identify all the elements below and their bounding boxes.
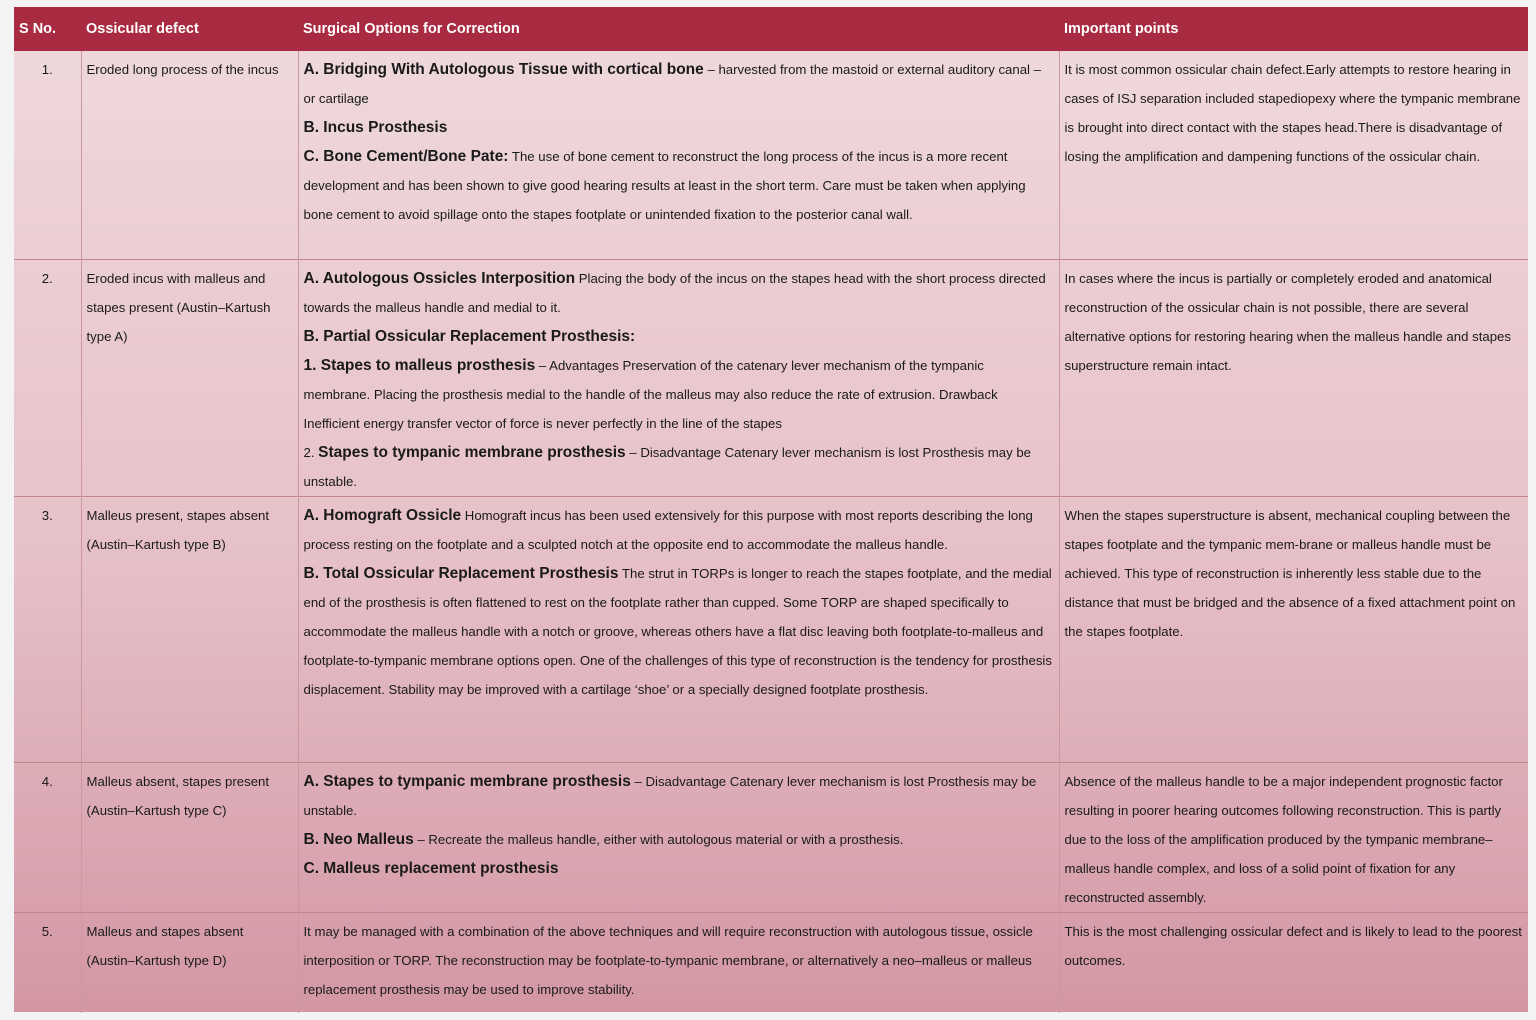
option-item xyxy=(304,322,1054,351)
options-cell xyxy=(298,763,1059,913)
option-item xyxy=(304,767,1054,825)
option-text: Placing the body of the incus on the stapes head with the short process directed towards the malleus handle and medial to it. xyxy=(303,271,1046,315)
option-label: Stapes to tympanic membrane prosthesis xyxy=(318,444,626,461)
defect-cell: Malleus absent, stapes present (Austin–Kartush type C) xyxy=(81,763,298,913)
options-cell xyxy=(298,497,1059,763)
option-text: The use of bone cement to reconstruct the long process of the incus is a more recent development and has been shown to give good hearing results at least in the short term. Care must be taken when applying bone cement to avoid spillage onto the stapes footplate or unintended fixation to the posterior canal wall. xyxy=(303,149,1026,222)
option-label: B. Neo Malleus xyxy=(303,831,414,848)
table-row xyxy=(14,497,1528,763)
table-row xyxy=(14,913,1528,1014)
points-cell: When the stapes superstructure is absent, mechanical coupling between the stapes footplate and the tympanic mem-brane or malleus handle must be achieved. This type of reconstruction is inherently less stable due to the distance that must be bridged and the absence of a fixed attachment point on the stapes footplate. xyxy=(1059,497,1528,763)
ossicular-defect-table-sheet xyxy=(14,7,1528,1012)
defect-cell: Eroded long process of the incus xyxy=(81,51,298,260)
points-cell: Absence of the malleus handle to be a major independent prognostic factor resulting in poorer hearing outcomes following reconstruction. This is partly due to the loss of the amplification produced by the tympanic membrane– malleus handle complex, and loss of a solid point of fixation for any reconstructed assembly. xyxy=(1059,763,1528,913)
option-item xyxy=(304,501,1054,559)
option-label: 1. Stapes to malleus prosthesis xyxy=(303,357,536,374)
option-label: A. Autologous Ossicles Interposition xyxy=(303,270,576,287)
option-label: B. Partial Ossicular Replacement Prosthesis: xyxy=(303,328,636,345)
option-text: – Recreate the malleus handle, either with autologous material or with a prosthesis. xyxy=(413,832,904,847)
defect-cell: Eroded incus with malleus and stapes present (Austin–Kartush type A) xyxy=(81,260,298,497)
header-important-points: Important points xyxy=(1059,7,1528,51)
options-cell xyxy=(298,913,1059,1014)
points-cell: It is most common ossicular chain defect.Early attempts to restore hearing in cases of ISJ separation included stapediopexy where the tympanic membrane is brought into direct contact with the stapes head.There is disadvantage of losing the amplification and dampening functions of the ossicular chain. xyxy=(1059,51,1528,260)
option-text: – Advantages Preservation of the catenary lever mechanism of the tympanic membrane. Placing the prosthesis medial to the handle of the malleus may also reduce the rate of extrusion. Drawback Inefficient energy transfer vector of force is never perfectly in the line of the stapes xyxy=(303,358,998,431)
option-item xyxy=(304,55,1054,113)
option-text: – Disadvantage Catenary lever mechanism is lost Prosthesis may be unstable. xyxy=(303,774,1037,818)
header-ossicular-defect: Ossicular defect xyxy=(81,7,298,51)
row-number: 3. xyxy=(14,497,81,763)
header-s-no: S No. xyxy=(14,7,81,51)
points-cell: In cases where the incus is partially or completely eroded and anatomical reconstruction of the ossicular chain is not possible, there are several alternative options for restoring hearing when the malleus handle and stapes superstructure remain intact. xyxy=(1059,260,1528,497)
row-number: 4. xyxy=(14,763,81,913)
options-cell xyxy=(298,51,1059,260)
defect-cell: Malleus and stapes absent (Austin–Kartush type D) xyxy=(81,913,298,1014)
table-row xyxy=(14,260,1528,497)
points-cell: This is the most challenging ossicular defect and is likely to lead to the poorest outcomes. xyxy=(1059,913,1528,1014)
option-text: It may be managed with a combination of the above techniques and will require reconstruction with autologous tissue, ossicle interposition or TORP. The reconstruction may be footplate-to-tympanic membrane, or alternatively a neo–malleus or malleus replacement prosthesis may be used to improve stability. xyxy=(303,924,1033,997)
ossicular-defect-table xyxy=(14,7,1528,1013)
option-item xyxy=(304,825,1054,854)
row-number: 1. xyxy=(41,62,53,77)
table-row xyxy=(14,51,1528,260)
row-number: 5. xyxy=(14,913,81,1014)
option-item xyxy=(304,917,1054,1004)
option-item xyxy=(304,351,1054,438)
option-item xyxy=(304,264,1054,322)
option-label: B. Incus Prosthesis xyxy=(303,119,448,136)
row-number: 2. xyxy=(14,260,81,497)
table-row xyxy=(14,763,1528,913)
option-text: – Disadvantage Catenary lever mechanism is lost Prosthesis may be unstable. xyxy=(303,445,1032,489)
option-label: A. Homograft Ossicle xyxy=(303,507,462,524)
options-cell xyxy=(298,260,1059,497)
option-text: Homograft incus has been used extensively for this purpose with most reports describing the long process resting on the footplate and a sculpted notch at the opposite end to accommodate the malleus handle. xyxy=(303,508,1033,552)
option-item xyxy=(304,142,1054,229)
option-item xyxy=(304,559,1054,704)
option-label: B. Total Ossicular Replacement Prosthesis xyxy=(303,565,619,582)
option-prefix: 2. xyxy=(303,445,319,460)
option-item xyxy=(304,438,1054,496)
defect-cell: Malleus present, stapes absent (Austin–Kartush type B) xyxy=(81,497,298,763)
option-label: A. Stapes to tympanic membrane prosthesis xyxy=(303,773,631,790)
header-surgical-options: Surgical Options for Correction xyxy=(298,7,1059,51)
option-item xyxy=(304,113,1054,142)
option-label: A. Bridging With Autologous Tissue with cortical bone xyxy=(303,61,704,78)
option-item xyxy=(304,854,1054,883)
header-row xyxy=(14,7,1528,51)
option-text: The strut in TORPs is longer to reach the stapes footplate, and the medial end of the prosthesis is often flattened to rest on the footplate rather than cupped. Some TORP are shaped specifically to accommodate the malleus handle with a notch or groove, whereas others have a flat disc leaving both footplate-to-malleus and footplate-to-tympanic membrane options open. One of the challenges of this type of reconstruction is the tendency for prosthesis displacement. Stability may be improved with a cartilage ‘shoe’ or a specially designed footplate prosthesis. xyxy=(303,566,1052,697)
option-label: C. Malleus replacement prosthesis xyxy=(303,860,559,877)
option-text: – harvested from the mastoid or external auditory canal – or cartilage xyxy=(303,62,1041,106)
option-label: C. Bone Cement/Bone Pate: xyxy=(303,148,509,165)
